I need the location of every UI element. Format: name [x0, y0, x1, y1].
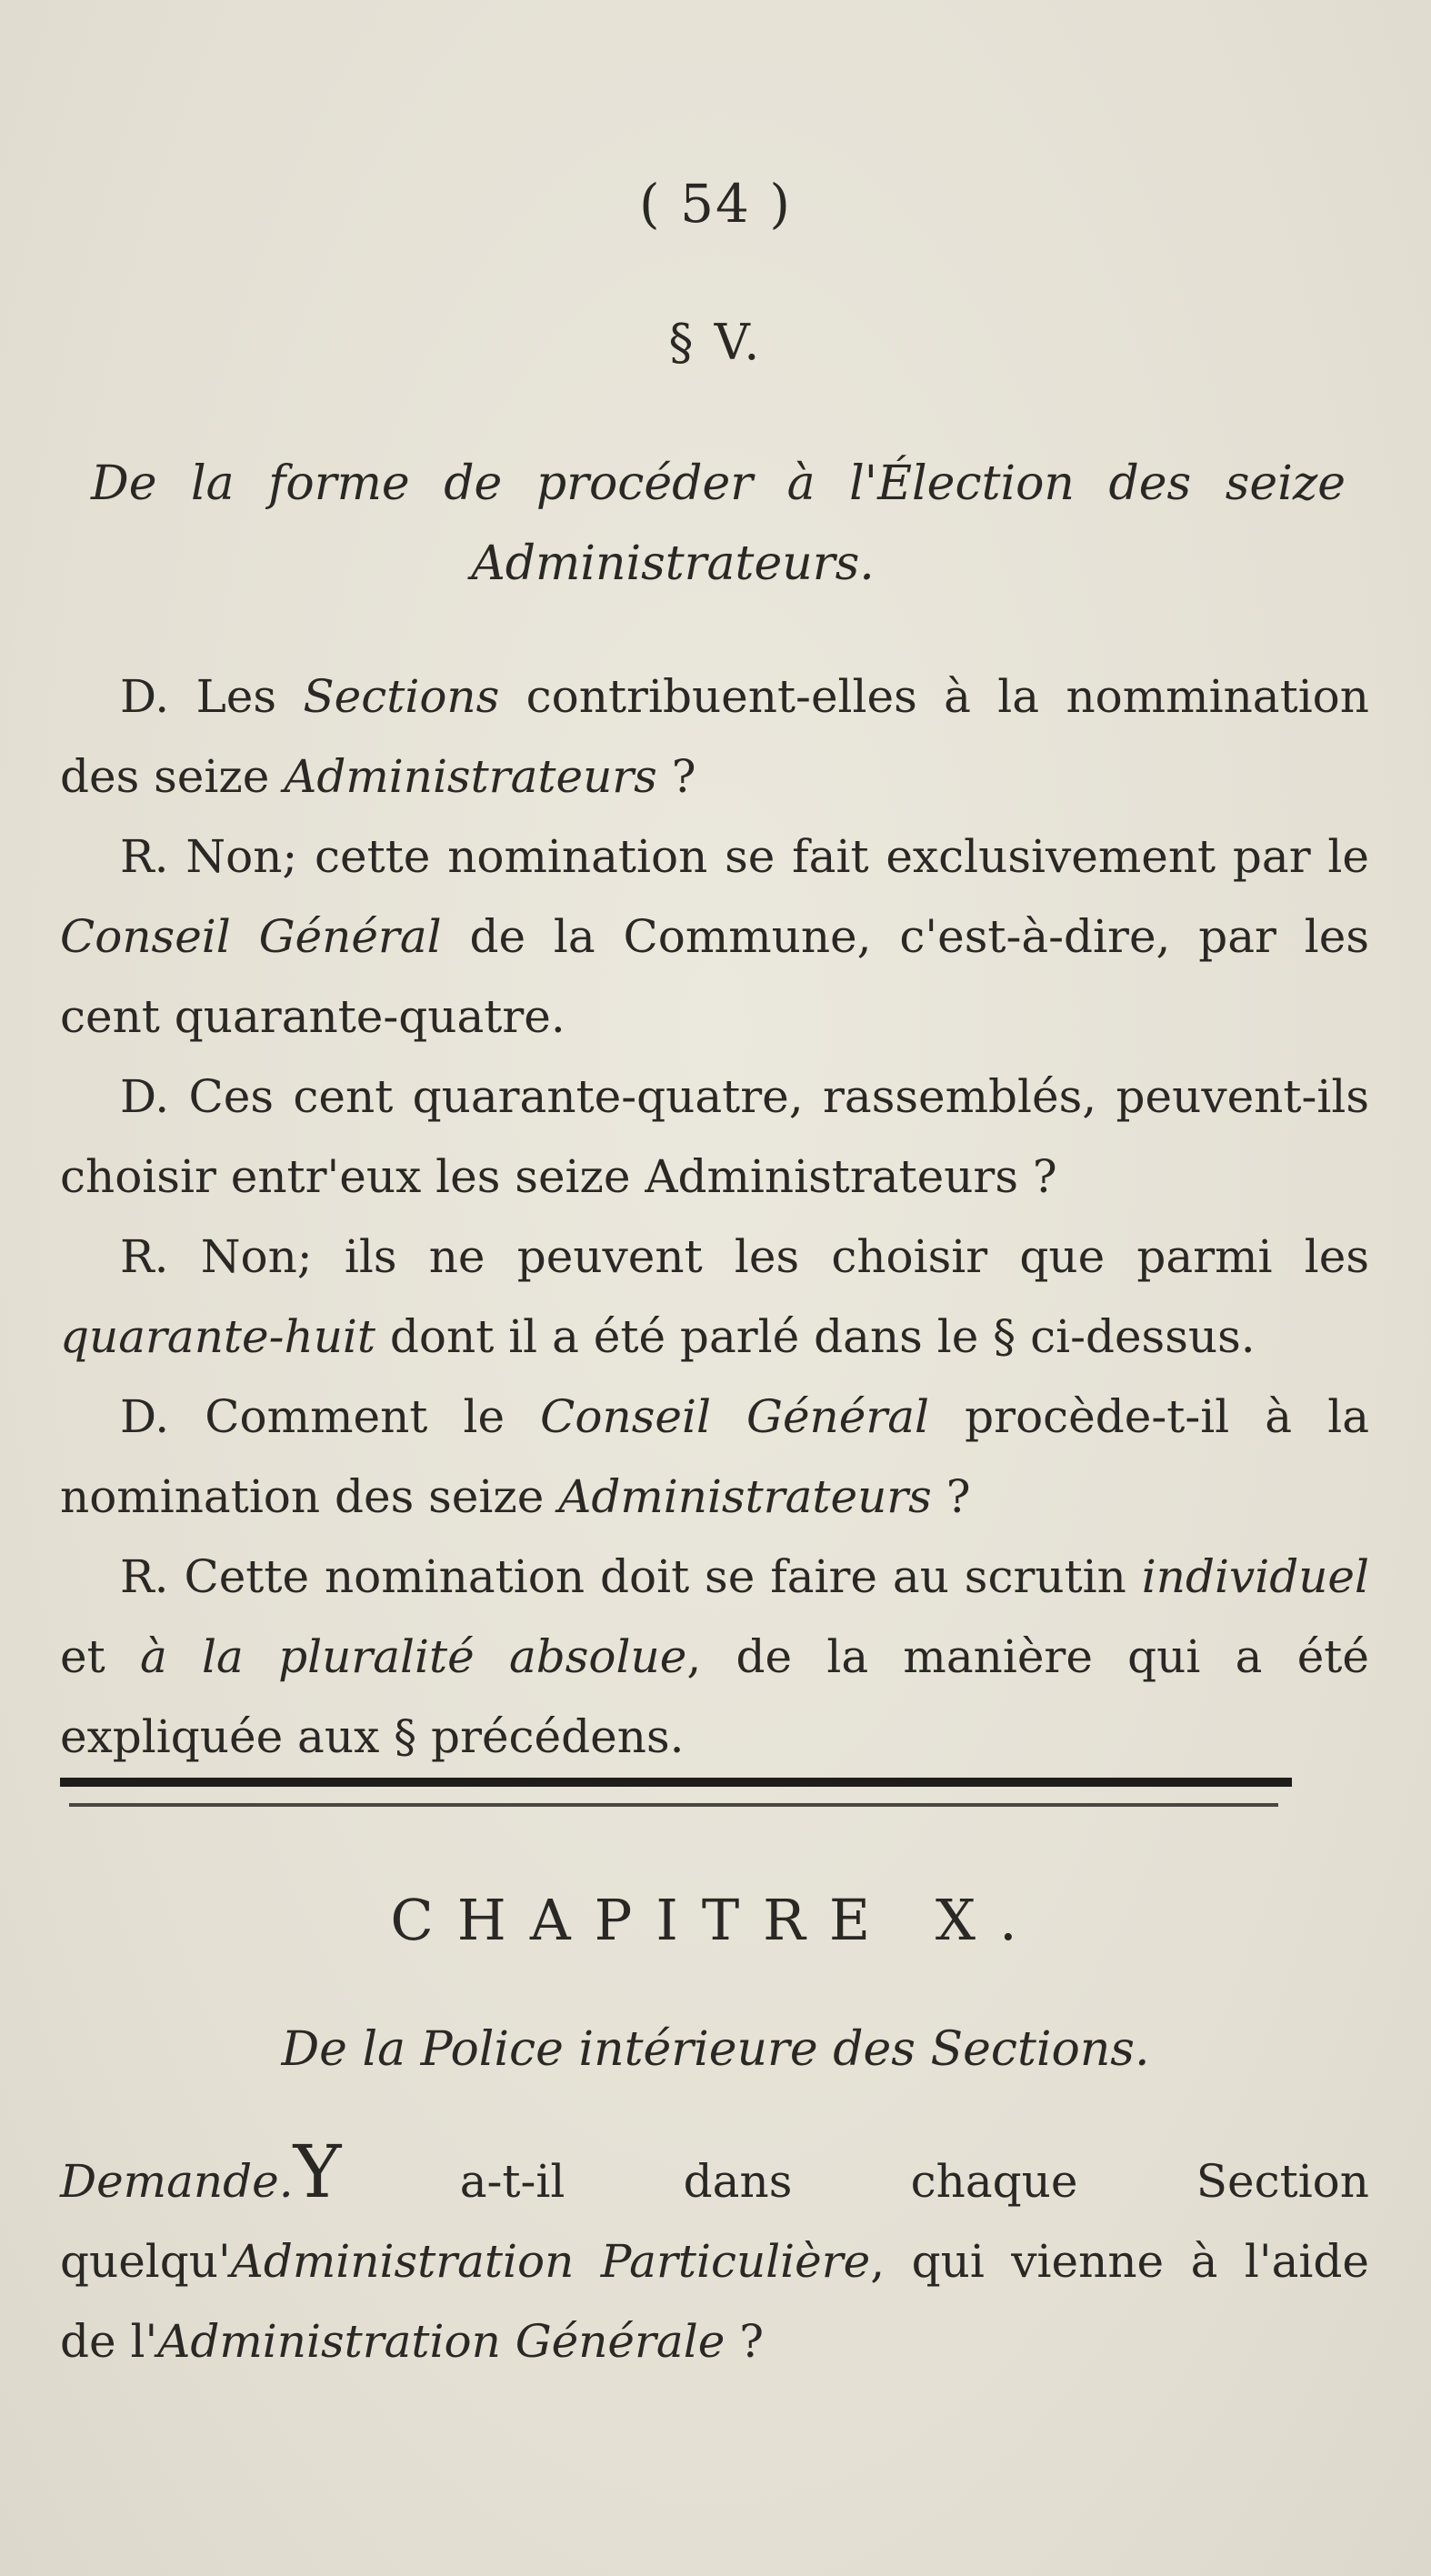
section-heading [91, 444, 1346, 604]
qa-block-1 [60, 657, 1369, 1777]
section-mark: § V. [668, 314, 763, 371]
section-heading-line-1: De la forme de procéder à l'Élection des seize [91, 456, 1346, 511]
divider-rule-thick [60, 1778, 1292, 1787]
section-heading-line-2: Administrateurs. [471, 536, 875, 591]
qa-paragraph: R. Cette nomination doit se faire au scrutin individuel et à la pluralité absolue, de la manière qui a été expliquée aux § précédens. [60, 1550, 1369, 1763]
qa-block-2 [60, 2130, 1369, 2381]
qa-paragraph: D. Ces cent quarante-quatre, rassemblés, peuvent-ils choisir entr'eux les seize Administrateurs ? [60, 1070, 1369, 1203]
qa-paragraph: D. Les Sections contribuent-elles à la nommination des seize Administrateurs ? [60, 670, 1369, 803]
chapter-heading: De la Police intérieure des Sections. [281, 2022, 1150, 2077]
page-number: ( 54 ) [639, 173, 792, 235]
divider-rule-thin [69, 1803, 1278, 1807]
drop-letter: Y [293, 2130, 342, 2214]
qa-paragraph: Demande.Y a-t-il dans chaque Section quelqu'Administration Particulière, qui vienne à l'aide de l'Administration Générale ? [60, 2130, 1369, 2368]
qa-paragraph: R. Non; ils ne peuvent les choisir que parmi les quarante-huit dont il a été parlé dans le § ci-dessus. [60, 1230, 1369, 1363]
chapter-title: CHAPITRE X. [390, 1887, 1041, 1953]
qa-paragraph: D. Comment le Conseil Général procède-t-il à la nomination des seize Administrateurs ? [60, 1390, 1370, 1523]
qa-paragraph: R. Non; cette nomination se fait exclusivement par le Conseil Général de la Commune, c'est-à-dire, par les cent quarante-quatre. [60, 830, 1370, 1043]
